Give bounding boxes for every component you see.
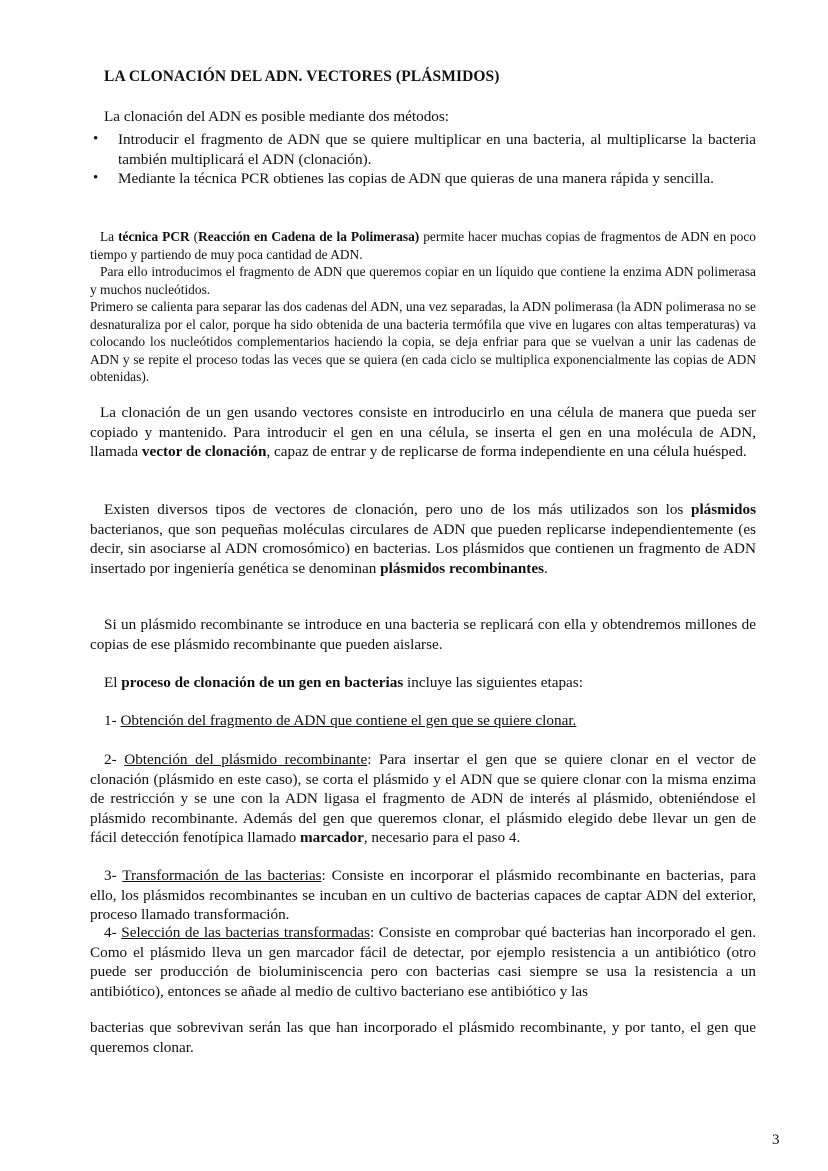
- methods-list: [90, 130, 756, 189]
- plasmidos-paragraph: [90, 500, 756, 578]
- step-3-text: : Consiste en incorporar el plásmido recombinante en bacterias, para ello, los plásmidos recombinantes se incuban en un cultivo de bacterias capaces de captar ADN del exterior, proceso llamado transformación.: [90, 867, 756, 923]
- step-1-number: 1-: [104, 712, 121, 729]
- step-1-title: Obtención del fragmento de ADN que contiene el gen que se quiere clonar.: [120, 712, 577, 729]
- proceso-paragraph: [90, 673, 756, 693]
- step-4-title: Selección de las bacterias transformadas: [121, 924, 370, 941]
- intro-text: La clonación del ADN es posible mediante dos métodos:: [104, 108, 450, 125]
- vector-term: vector de clonación: [141, 443, 267, 460]
- gen-vector-text-pre: La clonación de un gen usando vectores consiste en introducirlo en una célula de manera que pueda ser copiado y mantenido. Para introducir el gen en una célula, se inserta el gen en una molécula de ADN, llamada: [90, 404, 756, 460]
- plasmidos-text-pre: Existen diversos tipos de vectores de clonación, pero uno de los más utilizados son los: [104, 501, 691, 518]
- step-4-text: : Consiste en comprobar qué bacterias han incorporado el gen. Como el plásmido lleva un gen marcador fácil de detectar, por ejemplo resistencia a un antibiótico (otro puede ser producción de bioluminiscencia pero con bacterias casi siempre se usa la resistencia a un antibiótico), entonces se añade al medio de cultivo bacteriano ese antibiótico y las: [90, 924, 756, 1000]
- page-title: LA CLONACIÓN DEL ADN. VECTORES (PLÁSMIDOS): [104, 68, 500, 85]
- recombinante-text: Si un plásmido recombinante se introduce en una bacteria se replicará con ella y obtendremos millones de copias de ese plásmido recombinante que pueden aislarse.: [90, 616, 756, 653]
- step-2-text-post: , necesario para el paso 4.: [363, 829, 521, 846]
- step-1: [90, 711, 756, 731]
- list-item: • Mediante la técnica PCR obtienes las copias de ADN que quieras de una manera rápida y sencilla.: [90, 169, 756, 189]
- page-number: 3: [772, 1132, 780, 1148]
- pcr-text-mid: (: [189, 229, 199, 244]
- step-2-title: Obtención del plásmido recombinante: [124, 751, 368, 768]
- pcr-paragraph-2: [90, 263, 756, 298]
- step-4: [90, 923, 756, 1001]
- pcr-paragraph-3: Primero se calienta para separar las dos cadenas del ADN, una vez separadas, la ADN polimerasa (la ADN polimerasa no se desnaturaliza por el calor, porque ha sido obtenida de una bacteria termófila que vive en lugares con altas temperaturas) va colocando los nucleótidos complementarios haciendo la copia, se deja enfriar para que se vuelvan a unir las cadenas de ADN y se repite el proceso todas las veces que se quiera (en cada ciclo se multiplica exponencialmente las copias de ADN obtenidas).: [90, 299, 756, 385]
- pcr-term: técnica PCR: [118, 229, 190, 244]
- step-2: [90, 750, 756, 848]
- step-3-title: Transformación de las bacterias: [122, 867, 322, 884]
- step-4-continued: bacterias que sobrevivan serán las que han incorporado el plásmido recombinante, y por tanto, el gen que queremos clonar.: [90, 1019, 756, 1056]
- proceso-term: proceso de clonación de un gen en bacterias: [121, 674, 404, 691]
- pcr-text-pre: La: [100, 229, 119, 244]
- step-3-number: 3-: [104, 867, 123, 884]
- recombinante-paragraph: [90, 615, 756, 654]
- list-item: • Introducir el fragmento de ADN que se quiere multiplicar en una bacteria, al multiplicarse la bacteria también multiplicará el ADN (clonación).: [90, 130, 756, 169]
- step-2-number: 2-: [104, 751, 125, 768]
- recombinantes-term: plásmidos recombinantes: [380, 559, 545, 577]
- marcador-term: marcador: [300, 829, 364, 846]
- plasmidos-term: plásmidos: [691, 501, 756, 518]
- proceso-text-pre: El: [104, 674, 122, 691]
- gen-vector-text-post: , capaz de entrar y de replicarse de forma independiente en una célula huésped.: [266, 443, 747, 460]
- plasmidos-text-post: .: [544, 559, 548, 577]
- gen-vector-paragraph: [90, 403, 756, 462]
- pcr-text-2: Para ello introducimos el fragmento de ADN que queremos copiar en un líquido que contiene la enzima ADN polimerasa y muchos nucleótidos.: [90, 264, 756, 297]
- step-2-text-pre: : Para insertar el gen que se quiere clonar en el vector de clonación (plásmido en este caso), se corta el plásmido y el ADN que se quiere clonar con la misma enzima de restricción y se une con la ADN ligasa el fragmento de ADN de interés al plásmido, obteniéndose el plásmido recombinante. Además del gen que queremos clonar, el plásmido elegido debe llevar un gen de fácil detección fenotípica llamado: [90, 751, 756, 846]
- step-4-number: 4-: [104, 924, 122, 941]
- pcr-text-post: permite hacer muchas copias de fragmentos de ADN en poco tiempo y partiendo de muy poca cantidad de ADN.: [90, 229, 756, 262]
- proceso-text-post: incluye las siguientes etapas:: [403, 674, 583, 691]
- plasmidos-text-mid: bacterianos, que son pequeñas moléculas circulares de ADN que pueden replicarse independientemente (es decir, sin asociarse al ADN cromosómico) en bacterias. Los plásmidos que contienen un fragmento de ADN insertado por ingeniería genética se denominan: [90, 520, 756, 577]
- step-3: [90, 866, 756, 925]
- pcr-paragraph: [90, 228, 756, 263]
- pcr-term-full: Reacción en Cadena de la Polimerasa): [198, 229, 420, 244]
